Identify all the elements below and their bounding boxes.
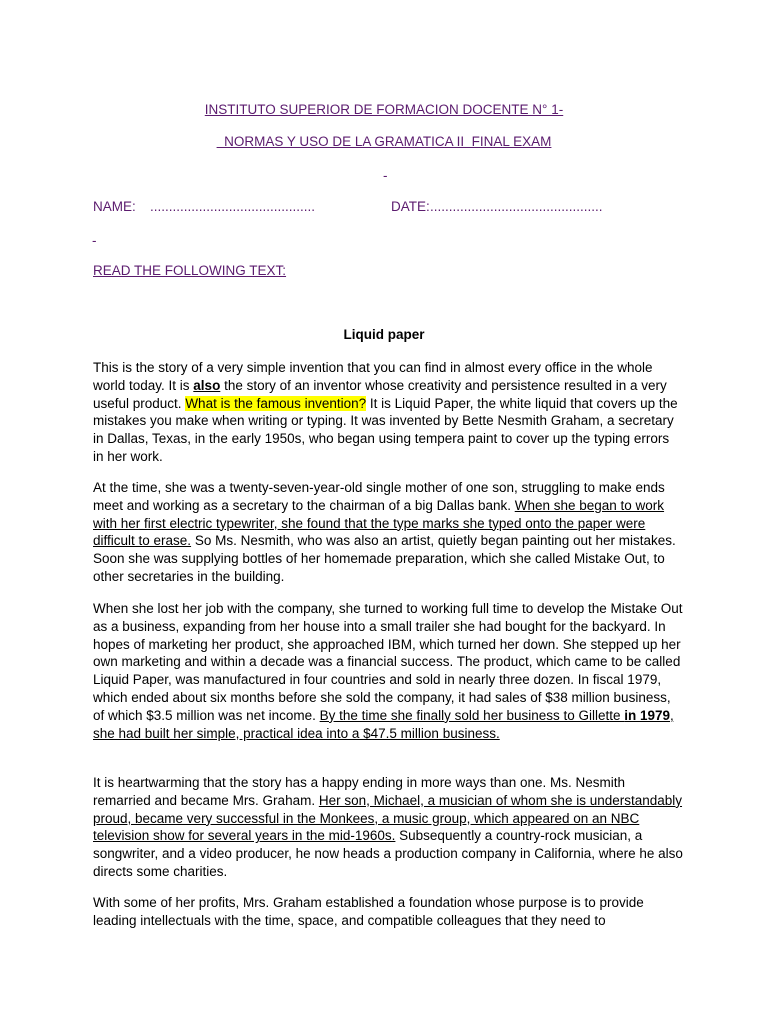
course-title: NORMAS Y USO DE LA GRAMATICA II FINAL EXAM: [216, 134, 552, 149]
paragraph-3: When she lost her job with the company, she turned to working full time to develop the Mistake Out as a business, expanding from her house into a small trailer she had bought for the backyard. In hopes of marketing her product, she approached IBM, which turned her down. She stepped up her own marketing and within a decade was a financial success. The product, which came to be called Liquid Paper, was manufactured in four countries and sold in nearly three dozen. In fiscal 1979, which ended about six months before she sold the company, it had sales of $38 million business, of which $3.5 million was net income. By the time she finally sold her business to Gillette in 1979, she had built her simple, practical idea into a $47.5 million business.: [93, 601, 683, 741]
institute-title: INSTITUTO SUPERIOR DE FORMACION DOCENTE N° 1-: [204, 102, 564, 117]
separator-dash-2: -: [92, 233, 97, 248]
paragraph-4: It is heartwarming that the story has a happy ending in more ways than one. Ms. Nesmith remarried and became Mrs. Graham. Her son, Michael, a musician of whom she is understandably proud, became very successful in the Monkees, a music group, which appeared on an NBC television show for several years in the mid-1960s. Subsequently a country-rock musician, a songwriter, and a video producer, he now heads a production company in California, where he also directs some charities.: [93, 775, 683, 879]
name-field[interactable]: ............................................: [150, 199, 316, 214]
paragraph-2: At the time, she was a twenty-seven-year-old single mother of one son, struggling to make ends meet and working as a secretary to the chairman of a big Dallas bank. When she began to work with her first electric typewriter, she found that the type marks she typed onto the paper were difficult to erase. So Ms. Nesmith, who was also an artist, quietly began painting out her mistakes. Soon she was supplying bottles of her homemade preparation, which she called Mistake Out, to other secretaries in the building.: [93, 480, 676, 584]
instruction-text: READ THE FOLLOWING TEXT:: [93, 263, 287, 278]
highlighted-question: What is the famous invention?: [185, 395, 367, 411]
paragraph-5: With some of her profits, Mrs. Graham established a foundation whose purpose is to provide leading intellectuals with the time, space, and compatible colleagues that they need to: [93, 895, 644, 928]
date-label: DATE:: [391, 199, 430, 214]
course-heading: [0, 134, 768, 149]
separator-dash: -: [383, 168, 388, 183]
name-label: NAME:: [93, 199, 136, 214]
paragraph-1: This is the story of a very simple invention that you can find in almost every office in the whole world today. It is also the story of an inventor whose creativity and persistence resulted in a very useful product. What is the famous invention? It is Liquid Paper, the white liquid that covers up the mistakes you make when writing or typing. It was invented by Bette Nesmith Graham, a secretary in Dallas, Texas, in the early 1950s, who began using tempera paint to cover up the typing errors in her work.: [93, 360, 678, 464]
underlined-sentence: When she began to work with her first electric typewriter, she found that the type marks she typed onto the paper were difficult to erase.: [93, 497, 665, 549]
article-title: Liquid paper: [343, 327, 425, 342]
date-field[interactable]: ..............................................: [430, 199, 603, 214]
underlined-sentence: Her son, Michael, a musician of whom she is understandably proud, became very successful in the Monkees, a music group, which appeared on an NBC television show for several years in the mid-1960s.: [93, 792, 683, 844]
institute-heading: [0, 102, 768, 117]
